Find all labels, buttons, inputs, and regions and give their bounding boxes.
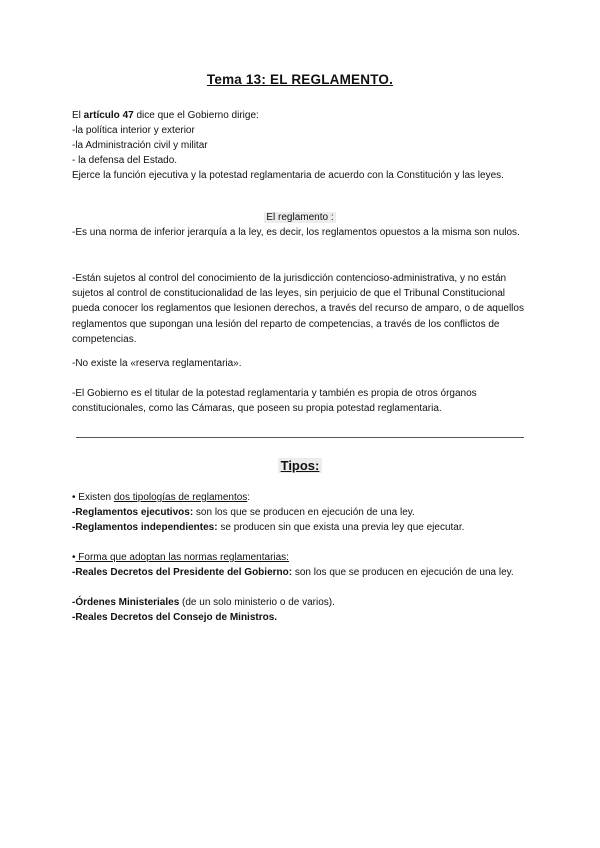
intro-line <box>72 108 528 123</box>
list-item <box>72 520 528 535</box>
item-text: (de un solo ministerio o de varios). <box>179 597 335 608</box>
intro-item: -la Administración civil y militar <box>72 140 208 151</box>
intro-article: artículo 47 <box>83 110 134 121</box>
item-term: -Reglamentos ejecutivos: <box>72 507 194 518</box>
group1-lead-pre: Existen <box>75 492 114 503</box>
group1-lead <box>72 490 528 505</box>
list-item <box>72 505 528 520</box>
group1-lead-post: : <box>247 492 251 503</box>
bullet-icon: • <box>72 552 76 563</box>
reglamento-heading-row <box>72 210 528 225</box>
divider <box>76 437 524 438</box>
tipos-heading-row <box>72 458 528 473</box>
reglamento-heading: El reglamento : <box>266 212 334 223</box>
list-item <box>72 595 528 610</box>
item-term: -Órdenes Ministeriales <box>72 597 180 608</box>
reglamento-paragraph: -El Gobierno es el titular de la potestad reglamentaria y también es propia de otros órganos constitucionales, como las Cámaras, que poseen su propia potestad reglamentaria. <box>72 388 477 415</box>
group2-lead <box>72 550 528 565</box>
item-term: -Reales Decretos del Consejo de Ministros. <box>72 612 278 623</box>
list-item <box>72 565 528 580</box>
item-term: -Reglamentos independientes: <box>72 522 218 533</box>
tipos-heading: Tipos: <box>278 458 323 473</box>
intro-item: - la defensa del Estado. <box>72 155 178 166</box>
item-text: se producen sin que exista una previa ley que ejecutar. <box>217 522 465 533</box>
intro-closing: Ejerce la función ejecutiva y la potestad reglamentaria de acuerdo con la Constitución y las leyes. <box>72 170 504 181</box>
group2-lead-underline: Forma que adoptan las normas reglamentarias: <box>75 552 289 563</box>
reglamento-paragraph: -Es una norma de inferior jerarquía a la ley, es decir, los reglamentos opuestos a la misma son nulos. <box>72 227 520 238</box>
intro-item: -la política interior y exterior <box>72 125 195 136</box>
intro-pre: El <box>72 110 84 121</box>
bullet-icon: • <box>72 492 76 503</box>
page-title: Tema 13: EL REGLAMENTO. <box>206 72 394 87</box>
intro-post: dice que el Gobierno dirige: <box>133 110 259 121</box>
item-text: son los que se producen en ejecución de una ley. <box>193 507 415 518</box>
list-item <box>72 610 528 625</box>
group1-lead-underline: dos tipologías de reglamentos <box>113 492 248 503</box>
item-text: son los que se producen en ejecución de una ley. <box>292 567 514 578</box>
reglamento-paragraph: -No existe la «reserva reglamentaria». <box>72 358 242 369</box>
reglamento-paragraph: -Están sujetos al control del conocimiento de la jurisdicción contencioso-administrativa, y no están sujetos al control de constitucionalidad de las leyes, sin perjuicio de que el Tribunal Constitucional pueda conocer los reglamentos que lesionen derechos, a través del recurso de amparo, o de aquellos reglamentos que supongan una lesión del reparto de competencias, a través de los conflictos de competencias. <box>72 273 524 345</box>
item-term: -Reales Decretos del Presidente del Gobierno: <box>72 567 293 578</box>
